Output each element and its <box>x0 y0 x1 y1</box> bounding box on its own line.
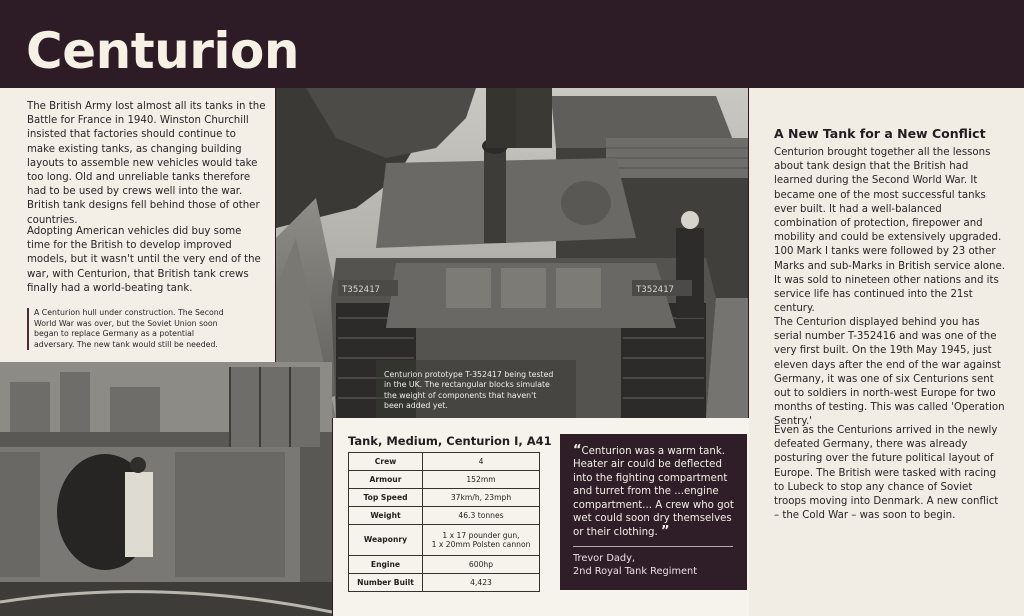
table-row <box>349 489 540 507</box>
spec-value: 46.3 tonnes <box>423 507 540 525</box>
new-conflict-heading: A New Tank for a New Conflict <box>774 126 986 141</box>
spec-label: Weaponry <box>349 525 423 556</box>
spec-label: Crew <box>349 453 423 471</box>
table-row <box>349 556 540 574</box>
new-conflict-paragraph-1: Centurion brought together all the lessons about tank design that the British had learned during the Second World War. It became one of the most successful tanks ever built. It had a well-balanced combination of protection, firepower and mobility and could be extensively upgraded. 100 Mark I tanks were followed by 23 other Marks and sub-Marks in British service alone. It was sold to nineteen other nations and its service life has continued into the 21st century. <box>774 147 1006 315</box>
table-row <box>349 507 540 525</box>
hull-photo-illustration <box>0 362 332 616</box>
prototype-caption: Centurion prototype T-352417 being tested in the UK. The rectangular blocks simulate the weight of components that haven't been added yet. <box>384 370 554 411</box>
table-row <box>349 525 540 556</box>
open-quote-mark: “ <box>573 443 582 458</box>
spec-label: Weight <box>349 507 423 525</box>
table-row <box>349 471 540 489</box>
spec-value: 4 <box>423 453 540 471</box>
spec-value: 4,423 <box>423 574 540 592</box>
tank-marking-left: T352417 <box>342 285 380 295</box>
intro-paragraph-1: The British Army lost almost all its tanks in the Battle for France in 1940. Winston Churchill insisted that factories should continue to make existing tanks, as changing building layouts to assemble new vehicles would take too long. Old and unreliable tanks therefore had to be used by crews well into the war. British tank designs fell behind those of other countries. <box>27 101 266 226</box>
spec-value: 600hp <box>423 556 540 574</box>
spec-value: 37km/h, 23mph <box>423 489 540 507</box>
hull-caption: A Centurion hull under construction. The Second World War was over, but the Soviet Union soon began to replace Germany as a potential adversary. The new tank would still be needed. <box>27 308 227 350</box>
intro-paragraph-2: Adopting American vehicles did buy some time for the British to develop improved models, but it wasn't until the very end of the war, with Centurion, that British tank crews finally had a world-beating tank. <box>27 226 261 294</box>
specs-table <box>348 452 540 592</box>
close-quote-mark: ” <box>661 524 670 540</box>
quote-author: Trevor Dady, <box>573 553 635 564</box>
quote-body: Centurion was a warm tank. Heater air could be deflected into the fighting compartment and turret from the ...engine compartment... A crew who got wet could soon dry themselves or their clothing. <box>573 446 734 539</box>
panel-title: Centurion <box>26 22 299 80</box>
specs-title: Tank, Medium, Centurion I, A41 <box>348 434 552 448</box>
table-row <box>349 574 540 592</box>
new-conflict-paragraph-3: Even as the Centurions arrived in the newly defeated Germany, there was already posturing over the future political layout of Europe. The British were tasked with racing to Lubeck to stop any chance of Soviet troops moving into Denmark. A new conflict – the Cold War – was soon to begin. <box>774 425 999 522</box>
quote-unit: 2nd Royal Tank Regiment <box>573 566 698 577</box>
tank-prototype-photo <box>276 88 748 418</box>
tank-marking-right: T352417 <box>636 285 674 295</box>
spec-label: Armour <box>349 471 423 489</box>
quote-attribution <box>573 552 741 578</box>
quote-divider <box>573 546 733 547</box>
spec-label: Engine <box>349 556 423 574</box>
spec-label: Top Speed <box>349 489 423 507</box>
spec-value-line-2: 1 x 20mm Polsten cannon <box>431 540 531 549</box>
hull-construction-photo <box>0 362 332 616</box>
new-conflict-paragraph-2: The Centurion displayed behind you has serial number T-352416 and was one of the very first built. On the 19th May 1945, just eleven days after the end of the war against Germany, it was one of six Centurions sent out to soldiers in north-west Europe for two months of testing. This was called 'Operation Sentry.' <box>774 317 1005 428</box>
table-row <box>349 453 540 471</box>
spec-value <box>423 525 540 556</box>
spec-value-line-1: 1 x 17 pounder gun, <box>442 530 520 540</box>
tank-photo-illustration <box>276 88 748 418</box>
quote-box <box>560 434 747 590</box>
spec-label: Number Built <box>349 574 423 592</box>
spec-value: 152mm <box>423 471 540 489</box>
quote-text <box>573 444 741 540</box>
